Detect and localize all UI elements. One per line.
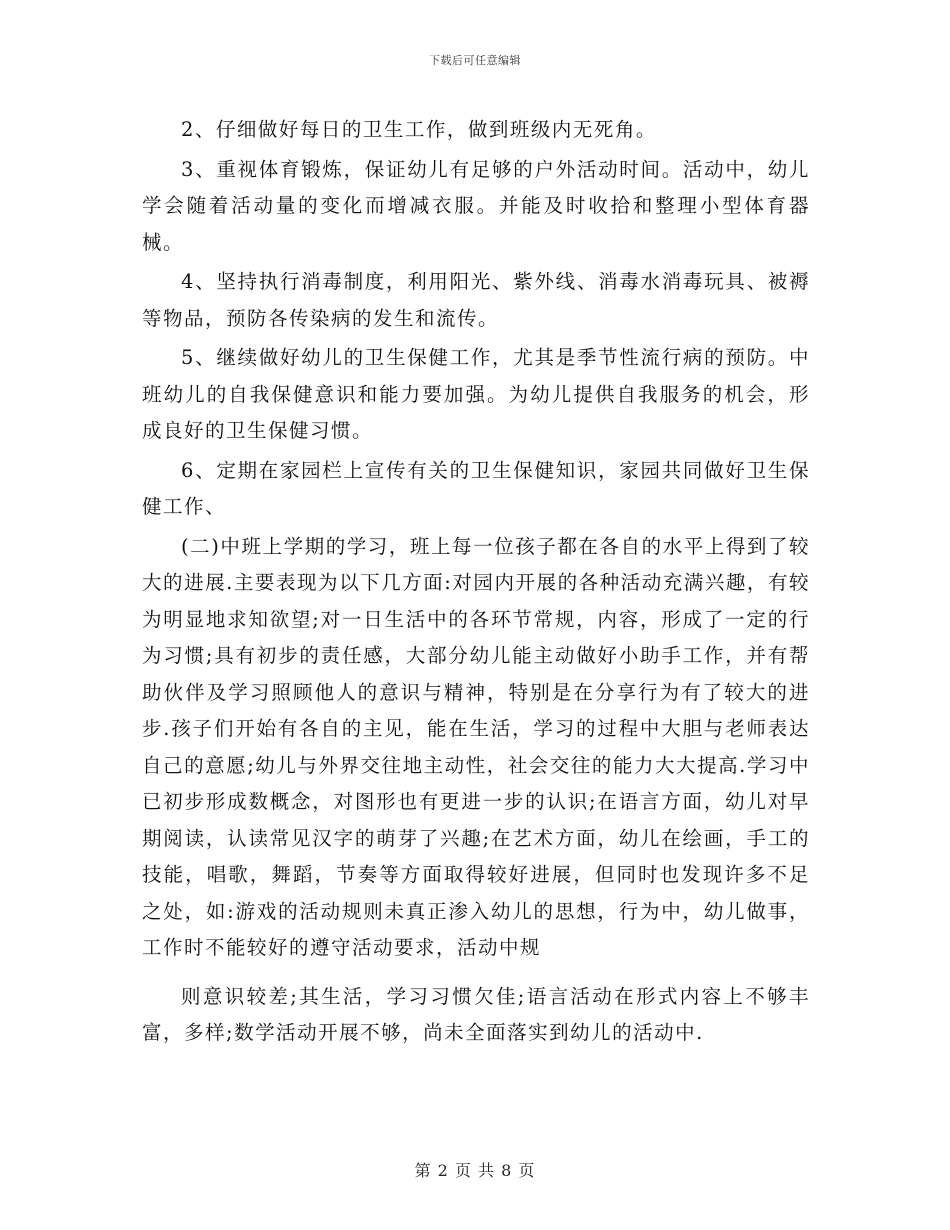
paragraph-item-4: 4、坚持执行消毒制度，利用阳光、紫外线、消毒水消毒玩具、被褥等物品，预防各传染病的发生和流传。	[142, 270, 810, 330]
document-body	[142, 112, 810, 1052]
paragraph-section-2: (二)中班上学期的学习，班上每一位孩子都在各自的水平上得到了较大的进展.主要表现为以下几方面:对园内开展的各种活动充满兴趣，有较为明显地求知欲望;对一日生活中的各环节常规，内容，形成了一定的行为习惯;具有初步的责任感，大部分幼儿能主动做好小助手工作，并有帮助伙伴及学习照顾他人的意识与精神，特别是在分享行为有了较大的进步.孩子们开始有各自的主见，能在生活，学习的过程中大胆与老师表达自己的意愿;幼儿与外界交往地主动性，社会交往的能力大大提高.学习中已初步形成数概念，对图形也有更进一步的认识;在语言方面，幼儿对早期阅读，认读常见汉字的萌芽了兴趣;在艺术方面，幼儿在绘画，手工的技能，唱歌，舞蹈，节奏等方面取得较好进展，但同时也发现许多不足之处，如:游戏的活动规则未真正渗入幼儿的思想，行为中，幼儿做事，工作时不能较好的遵守活动要求，活动中规	[142, 534, 810, 959]
paragraph-continuation: 则意识较差;其生活，学习习惯欠佳;语言活动在形式内容上不够丰富，多样;数学活动开展不够，尚未全面落实到幼儿的活动中.	[142, 984, 810, 1044]
page-header-note: 下载后可任意编辑	[429, 54, 521, 67]
paragraph-item-5: 5、继续做好幼儿的卫生保健工作，尤其是季节性流行病的预防。中班幼儿的自我保健意识和能力要加强。为幼儿提供自我服务的机会，形成良好的卫生保健习惯。	[142, 346, 810, 442]
paragraph-item-6: 6、定期在家园栏上宣传有关的卫生保健知识，家园共同做好卫生保健工作、	[142, 458, 810, 518]
page-number: 第 2 页 共 8 页	[414, 1161, 536, 1180]
paragraph-item-3: 3、重视体育锻炼，保证幼儿有足够的户外活动时间。活动中，幼儿学会随着活动量的变化而增减衣服。并能及时收拾和整理小型体育器械。	[142, 157, 810, 254]
paragraph-item-2: 2、仔细做好每日的卫生工作，做到班级内无死角。	[181, 118, 657, 141]
